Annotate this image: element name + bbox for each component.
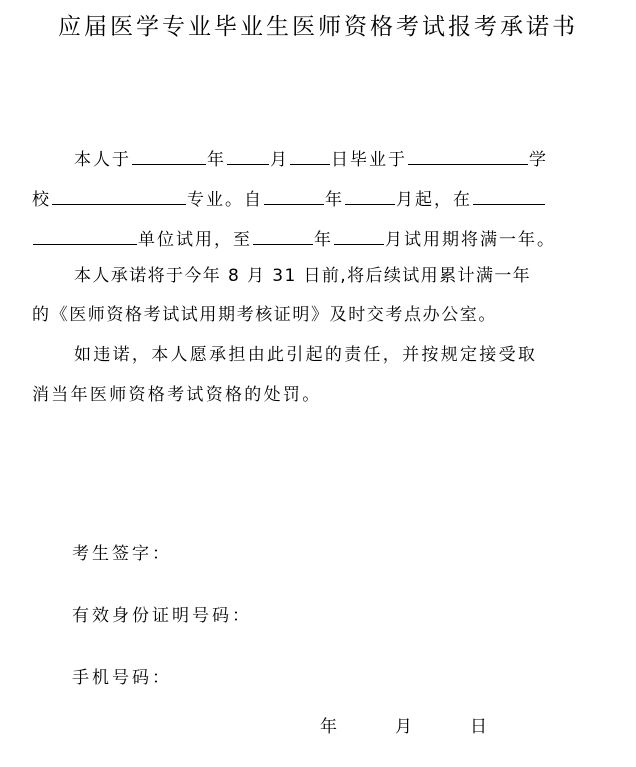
trial-unit-blank-part2[interactable] (33, 226, 137, 245)
paragraph-1-line-3 (32, 226, 556, 252)
text-segment: 月起，在 (396, 190, 472, 210)
paragraph-2-line-2: 的《医师资格考试试用期考核证明》及时交考点办公室。 (32, 305, 497, 325)
text-segment: 校 (32, 190, 51, 210)
text-segment: 年 (325, 190, 344, 210)
trial-start-month-blank[interactable] (345, 186, 395, 205)
paragraph-1-line-2 (32, 186, 546, 212)
candidate-signature-label: 考生签字： (72, 544, 172, 564)
date-day-label: 日 (470, 717, 487, 737)
text-segment: 月 (270, 150, 289, 170)
graduation-year-blank[interactable] (132, 146, 206, 165)
page-title: 应届医学专业毕业生医师资格考试报考承诺书 (58, 14, 578, 40)
text-segment: 年 (207, 150, 226, 170)
text-segment: 日毕业于 (331, 150, 407, 170)
graduation-day-blank[interactable] (290, 146, 330, 165)
id-number-label: 有效身份证明号码： (72, 606, 252, 626)
trial-unit-blank-part1[interactable] (473, 186, 545, 205)
trial-end-month-blank[interactable] (334, 226, 384, 245)
text-segment: 年 (314, 230, 333, 250)
text-segment: 月试用期将满一年。 (385, 230, 556, 250)
phone-label: 手机号码： (72, 668, 172, 688)
trial-start-year-blank[interactable] (264, 186, 324, 205)
text-segment: 学 (529, 150, 548, 170)
graduation-month-blank[interactable] (227, 146, 269, 165)
paragraph-3-line-1: 如违诺，本人愿承担由此引起的责任，并按规定接受取 (74, 345, 538, 365)
date-year-label: 年 (320, 717, 337, 737)
text-segment: 本人于 (74, 150, 131, 170)
date-month-label: 月 (395, 717, 412, 737)
text-segment: 专业。自 (187, 190, 263, 210)
paragraph-2-line-1: 本人承诺将于今年 8 月 31 日前,将后续试用累计满一年 (74, 266, 532, 286)
text-segment: 单位试用，至 (138, 230, 252, 250)
school-name-blank[interactable] (408, 146, 528, 165)
major-blank[interactable] (52, 186, 186, 205)
paragraph-3-line-2: 消当年医师资格考试资格的处罚。 (32, 385, 322, 405)
trial-end-year-blank[interactable] (253, 226, 313, 245)
paragraph-1-line-1 (74, 146, 548, 172)
